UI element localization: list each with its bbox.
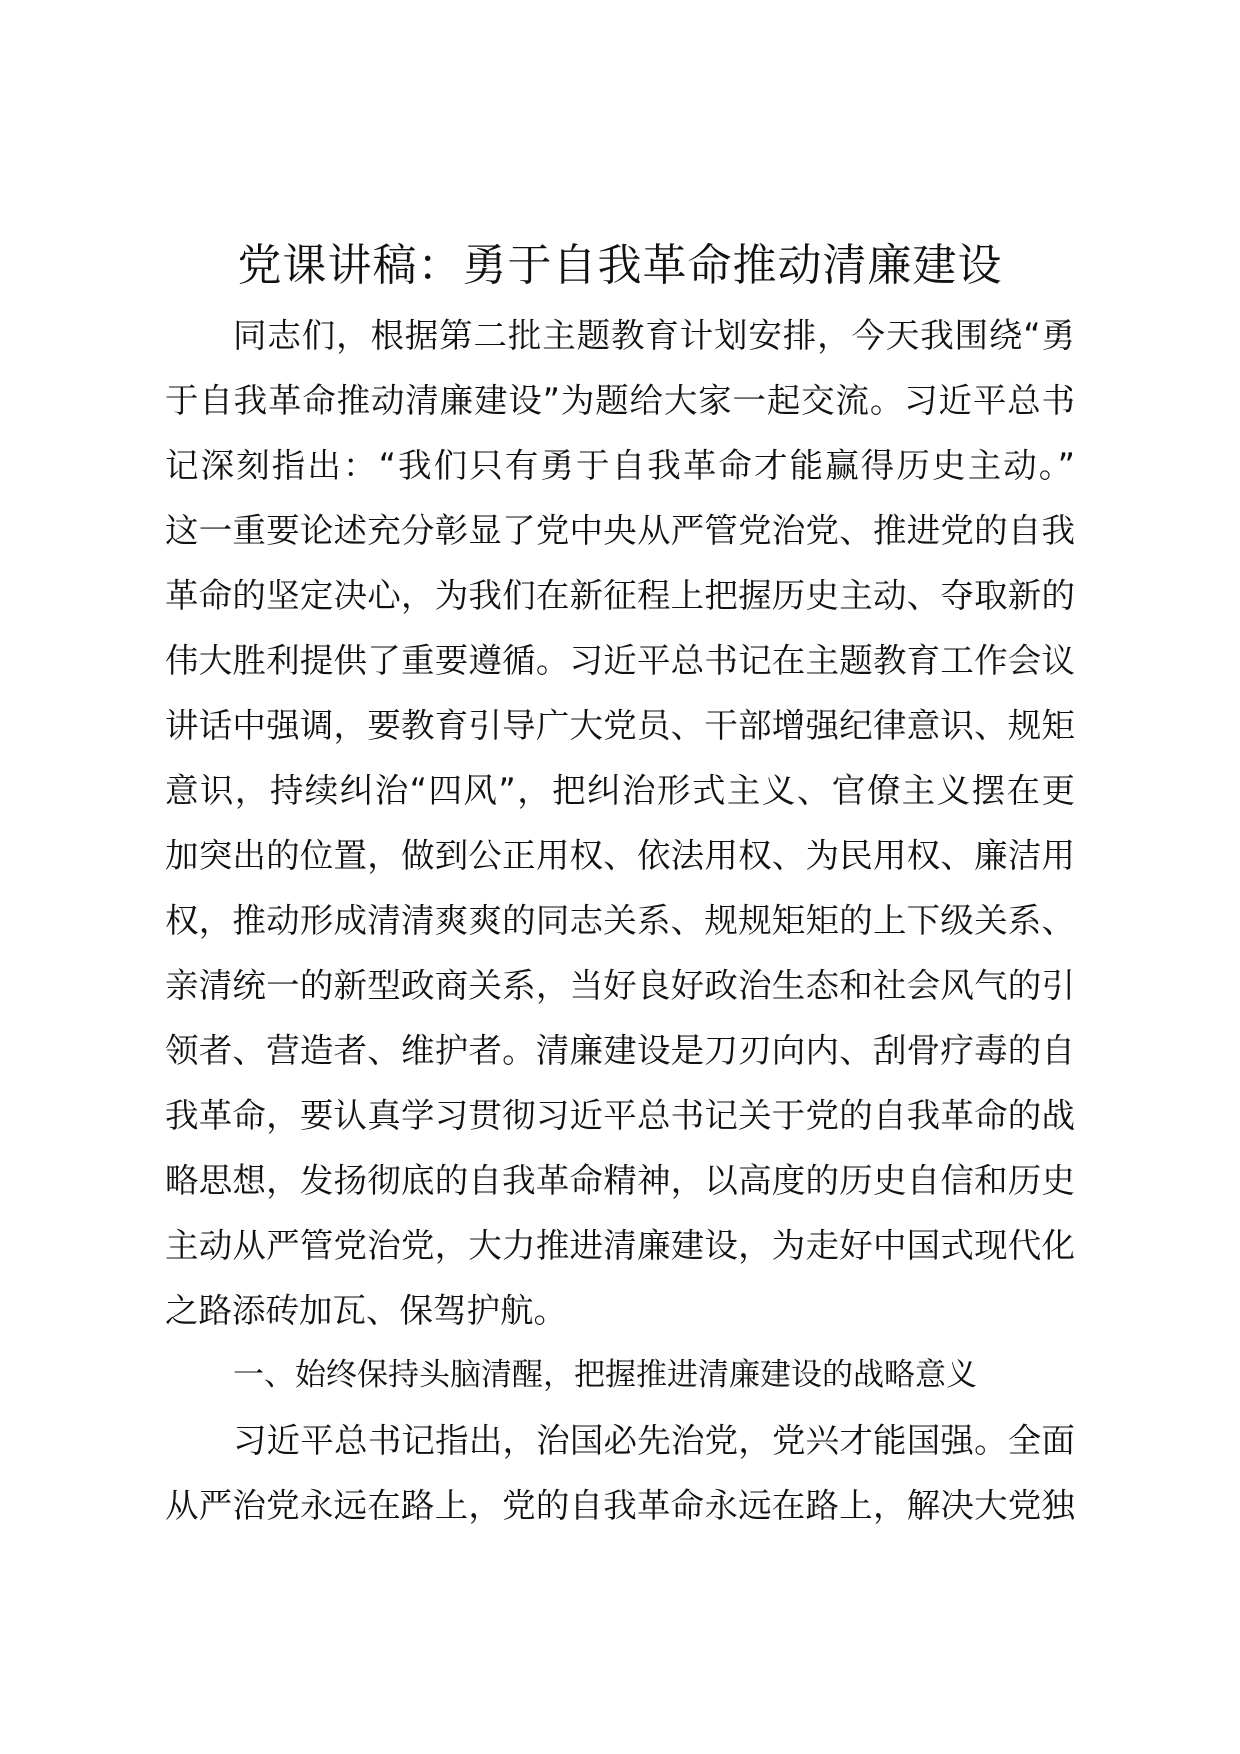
paragraph-line: 略思想，发扬彻底的自我革命精神，以高度的历史自信和历史 [165,1161,1075,1200]
paragraph-line: 这一重要论述充分彰显了党中央从严管党治党、推进党的自我 [165,511,1075,550]
paragraph-line: 记深刻指出：“我们只有勇于自我革命才能赢得历史主动。” [165,446,1075,485]
paragraph-line: 之路添砖加瓦、保驾护航。 [165,1291,567,1330]
paragraph-line: 伟大胜利提供了重要遵循。习近平总书记在主题教育工作会议 [165,641,1075,680]
paragraph-line: 讲话中强调，要教育引导广大党员、干部增强纪律意识、规矩 [165,706,1075,745]
paragraph-line: 主动从严管党治党，大力推进清廉建设，为走好中国式现代化 [165,1226,1075,1265]
document-body [165,303,1075,1538]
paragraph-line: 于自我革命推动清廉建设”为题给大家一起交流。习近平总书 [165,381,1075,420]
paragraph-line: 加突出的位置，做到公正用权、依法用权、为民用权、廉洁用 [165,836,1075,875]
section-heading: 一、始终保持头脑清醒，把握推进清廉建设的战略意义 [233,1357,977,1393]
document-title: 党课讲稿：勇于自我革命推动清廉建设 [237,240,1003,291]
paragraph-line: 领者、营造者、维护者。清廉建设是刀刃向内、刮骨疗毒的自 [165,1031,1075,1070]
paragraph-line: 权，推动形成清清爽爽的同志关系、规规矩矩的上下级关系、 [165,901,1075,940]
paragraph-line: 同志们，根据第二批主题教育计划安排，今天我围绕“勇 [233,316,1075,355]
paragraph-line: 我革命，要认真学习贯彻习近平总书记关于党的自我革命的战 [165,1096,1075,1135]
paragraph-line: 从严治党永远在路上，党的自我革命永远在路上，解决大党独 [165,1486,1075,1525]
paragraph-line: 亲清统一的新型政商关系，当好良好政治生态和社会风气的引 [165,966,1075,1005]
paragraph-line: 革命的坚定决心，为我们在新征程上把握历史主动、夺取新的 [165,576,1075,615]
paragraph-line: 习近平总书记指出，治国必先治党，党兴才能国强。全面 [233,1421,1075,1460]
paragraph-line: 意识，持续纠治“四风”，把纠治形式主义、官僚主义摆在更 [165,771,1075,810]
